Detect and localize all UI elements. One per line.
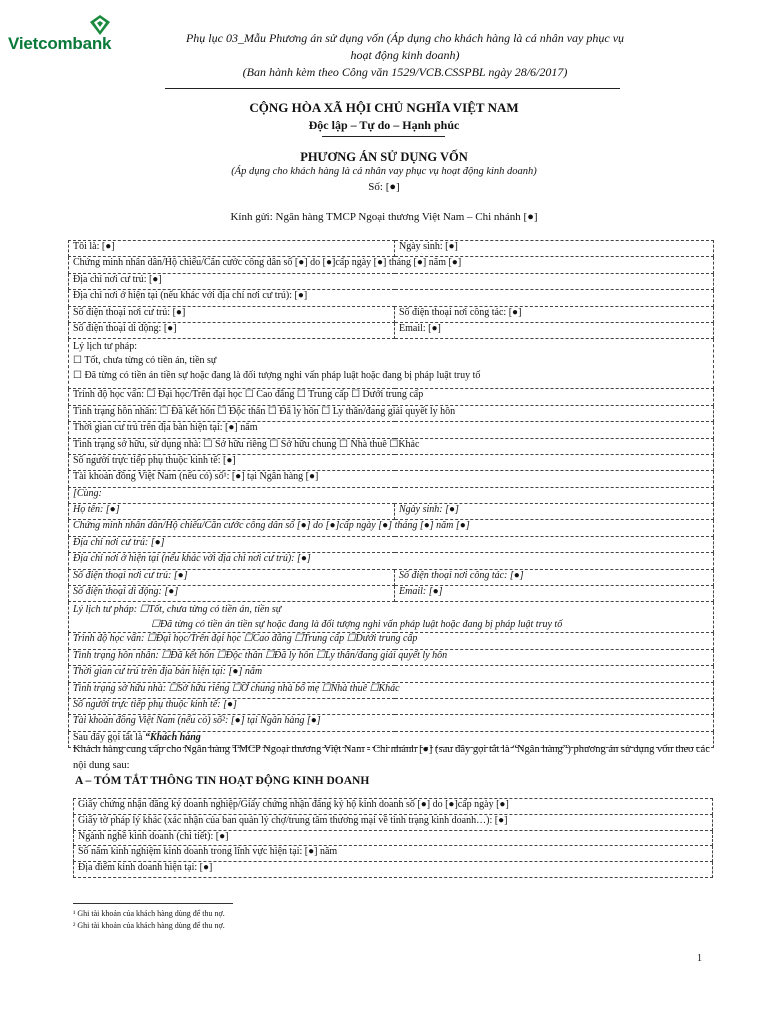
table-row	[69, 438, 714, 454]
table-row	[69, 553, 714, 569]
header-divider	[165, 88, 620, 89]
table-row	[69, 682, 714, 698]
table-row	[69, 602, 714, 633]
borrower-residence-field[interactable]: Địa chỉ nơi cư trú: [●]	[69, 273, 714, 289]
co-borrower-residence-field[interactable]: Địa chỉ nơi cư trú: [●]	[69, 536, 714, 552]
criminal-record-option-clean[interactable]: ☐ Tốt, chưa từng có tiền án, tiền sự	[73, 355, 217, 367]
experience-years-field[interactable]: Số năm kinh nghiệm kinh doanh trong lĩnh vực hiện tại: [●] năm	[74, 846, 713, 862]
co-borrower-residence-time-field[interactable]: Thời gian cư trú trên địa bàn hiện tại: [●] năm	[69, 666, 714, 682]
other-legal-docs-field[interactable]: Giấy tờ pháp lý khác (xác nhận của ban quản lý chợ/trung tâm thương mại về tình trạng kinh doanh…): [●]	[74, 814, 713, 830]
table-row	[69, 389, 714, 405]
co-borrower-id-field[interactable]: Chứng minh nhân dân/Hộ chiếu/Căn cước công dân số [●] do [●]cấp ngày [●] tháng [●] năm [●]	[69, 520, 714, 536]
borrower-account-field[interactable]: Tài khoản đồng Việt Nam (nếu có) số¹: [●] tại Ngân hàng [●]	[69, 471, 714, 487]
criminal-record-option-convicted[interactable]: ☐ Đã từng có tiền án tiền sự hoặc đang là đối tượng nghi vấn pháp luật hoặc đang bị pháp luật truy tố	[73, 370, 481, 382]
borrower-residence-time-field[interactable]: Thời gian cư trú trên địa bàn hiện tại: [●] năm	[69, 422, 714, 438]
co-borrower-account-field[interactable]: Tài khoản đồng Việt Nam (nếu có) số²: [●] tại Ngân hàng [●]	[69, 715, 714, 731]
table-row	[69, 322, 714, 338]
table-row	[74, 830, 713, 846]
table-row	[69, 666, 714, 682]
table-row	[74, 862, 713, 878]
footnote-1: ¹ Ghi tài khoản của khách hàng dùng để thu nợ.	[73, 909, 225, 918]
logo-wordmark: Vietcombank	[8, 34, 112, 53]
table-row	[69, 290, 714, 306]
co-borrower-education-options[interactable]: Trình độ học vấn: ☐Đại học/Trên đại học ☐Cao đẳng ☐Trung cấp ☐Dưới trung cấp	[69, 633, 714, 649]
business-summary-table	[73, 798, 713, 878]
document-subtitle: (Áp dụng cho khách hàng là cá nhân vay phục vụ hoạt động kinh doanh)	[231, 166, 537, 177]
recipient-line: Kính gửi: Ngân hàng TMCP Ngoại thương Việt Nam – Chi nhánh [●]	[230, 211, 538, 223]
borrower-dependents-field[interactable]: Số người trực tiếp phụ thuộc kinh tế: [●]	[69, 454, 714, 470]
table-row	[69, 504, 714, 520]
table-row	[69, 536, 714, 552]
hereinafter-prefix: Sau đây gọi tắt là	[73, 731, 145, 743]
borrower-email-field[interactable]: Email: [●]	[395, 322, 714, 338]
hereinafter-term: “Khách hàng	[144, 731, 201, 743]
table-row	[69, 306, 714, 322]
motto-underline	[322, 136, 445, 137]
business-location-field[interactable]: Địa điểm kinh doanh hiện tại: [●]	[74, 862, 713, 878]
co-borrower-home-phone-field[interactable]: Số điện thoại nơi cư trú: [●]	[69, 569, 395, 585]
footnotes	[73, 908, 225, 932]
appendix-line-1: Phụ lục 03_Mẫu Phương án sử dụng vốn (Áp dụng cho khách hàng là cá nhân vay phục vụ	[185, 31, 625, 45]
table-row	[69, 471, 714, 487]
co-borrower-marital-options[interactable]: Tình trạng hôn nhân: ☐Đã kết hôn ☐Độc thân ☐Đã ly hôn ☐Ly thân/đang giải quyết ly hôn	[69, 649, 714, 665]
co-borrower-current-address-field[interactable]: Địa chỉ nơi ở hiện tại (nếu khác với địa chỉ nơi cư trú): [●]	[69, 553, 714, 569]
appendix-line-2: hoạt động kinh doanh)	[350, 48, 460, 62]
co-borrower-email-field[interactable]: Email: [●]	[395, 586, 714, 602]
motto: Độc lập – Tự do – Hạnh phúc	[308, 118, 460, 132]
borrower-id-field[interactable]: Chứng minh nhân dân/Hộ chiếu/Căn cước công dân số [●] do [●]cấp ngày [●] tháng [●] năm [●]	[69, 257, 714, 273]
borrower-current-address-field[interactable]: Địa chỉ nơi ở hiện tại (nếu khác với địa chỉ nơi cư trú): [●]	[69, 290, 714, 306]
co-borrower-work-phone-field[interactable]: Số điện thoại nơi công tác: [●]	[395, 569, 714, 585]
table-row	[69, 454, 714, 470]
intro-paragraph: Khách hàng cung cấp cho Ngân hàng TMCP Ngoại thương Việt Nam - Chi nhánh [●] (sau đây gọi tắt là “Ngân hàng”) phương án sử dụng vốn theo các nội dung sau:	[73, 744, 711, 771]
document-number: Số: [●]	[368, 181, 400, 193]
co-borrower-mobile-field[interactable]: Số điện thoại di động: [●]	[69, 586, 395, 602]
vietcombank-logo	[8, 14, 128, 54]
document-title: PHƯƠNG ÁN SỬ DỤNG VỐN	[300, 150, 468, 164]
borrower-name-field[interactable]: Tôi là: [●]	[69, 241, 395, 257]
vietcombank-leaf-icon	[88, 14, 112, 36]
table-row	[69, 633, 714, 649]
nation-title: CỘNG HÒA XÃ HỘI CHỦ NGHĨA VIỆT NAM	[249, 100, 519, 115]
table-row	[69, 698, 714, 714]
table-row	[69, 422, 714, 438]
table-row	[69, 569, 714, 585]
table-row	[69, 586, 714, 602]
business-license-field[interactable]: Giấy chứng nhận đăng ký doanh nghiệp/Giấy chứng nhận đăng ký hộ kinh doanh số [●] do [●]cấp ngày [●]	[74, 799, 713, 815]
table-row	[74, 846, 713, 862]
borrower-mobile-field[interactable]: Số điện thoại di động: [●]	[69, 322, 395, 338]
co-borrower-name-field[interactable]: Họ tên: [●]	[69, 504, 395, 520]
co-borrower-dependents-field[interactable]: Số người trực tiếp phụ thuộc kinh tế: [●]	[69, 698, 714, 714]
page-number: 1	[697, 953, 702, 964]
appendix-header	[140, 30, 670, 81]
co-criminal-record-option-clean[interactable]: Lý lịch tư pháp: ☐Tốt, chưa từng có tiền án, tiền sự	[73, 604, 282, 616]
table-row	[69, 405, 714, 421]
borrower-education-options[interactable]: Trình độ học vấn: ☐ Đại học/Trên đại học ☐ Cao đẳng ☐ Trung cấp ☐ Dưới trung cấp	[69, 389, 714, 405]
borrower-housing-options[interactable]: Tình trạng sở hữu, sử dụng nhà: ☐ Sở hữu riêng ☐ Sở hữu chung ☐ Nhà thuê ☐Khác	[69, 438, 714, 454]
co-borrower-heading: [Cùng:	[69, 487, 714, 503]
table-row	[69, 257, 714, 273]
borrower-work-phone-field[interactable]: Số điện thoại nơi công tác: [●]	[395, 306, 714, 322]
borrower-criminal-record	[69, 339, 714, 389]
co-criminal-record-option-convicted[interactable]: ☐Đã từng có tiền án tiền sự hoặc đang là đối tượng nghi vấn pháp luật hoặc đang bị pháp luật truy tố	[151, 619, 563, 631]
table-row	[69, 715, 714, 731]
table-row	[69, 520, 714, 536]
borrower-dob-field[interactable]: Ngày sinh: [●]	[395, 241, 714, 257]
co-borrower-criminal-record	[69, 602, 714, 633]
table-row	[69, 339, 714, 389]
customer-info-table	[68, 240, 714, 748]
table-row	[69, 649, 714, 665]
footnote-2: ² Ghi tài khoản của khách hàng dùng để thu nợ.	[73, 921, 225, 930]
footnote-divider	[73, 903, 233, 904]
co-borrower-dob-field[interactable]: Ngày sinh: [●]	[395, 504, 714, 520]
business-line-field[interactable]: Ngành nghề kinh doanh (chi tiết): [●]	[74, 830, 713, 846]
section-a-title: A – TÓM TẮT THÔNG TIN HOẠT ĐỘNG KINH DOANH	[75, 775, 370, 787]
table-row	[74, 799, 713, 815]
table-row	[69, 273, 714, 289]
criminal-record-label: Lý lịch tư pháp:	[73, 341, 138, 353]
appendix-line-3: (Ban hành kèm theo Công văn 1529/VCB.CSSPBL ngày 28/6/2017)	[242, 65, 568, 79]
co-borrower-housing-options[interactable]: Tình trạng sở hữu nhà: ☐Sở hữu riêng ☐Ở chung nhà bố mẹ ☐Nhà thuê ☐Khác	[69, 682, 714, 698]
table-row	[74, 814, 713, 830]
borrower-marital-options[interactable]: Tình trạng hôn nhân: ☐ Đã kết hôn ☐ Độc thân ☐ Đã ly hôn ☐ Ly thân/đang giải quyết ly hôn	[69, 405, 714, 421]
table-row	[69, 487, 714, 503]
borrower-home-phone-field[interactable]: Số điện thoại nơi cư trú: [●]	[69, 306, 395, 322]
table-row	[69, 241, 714, 257]
